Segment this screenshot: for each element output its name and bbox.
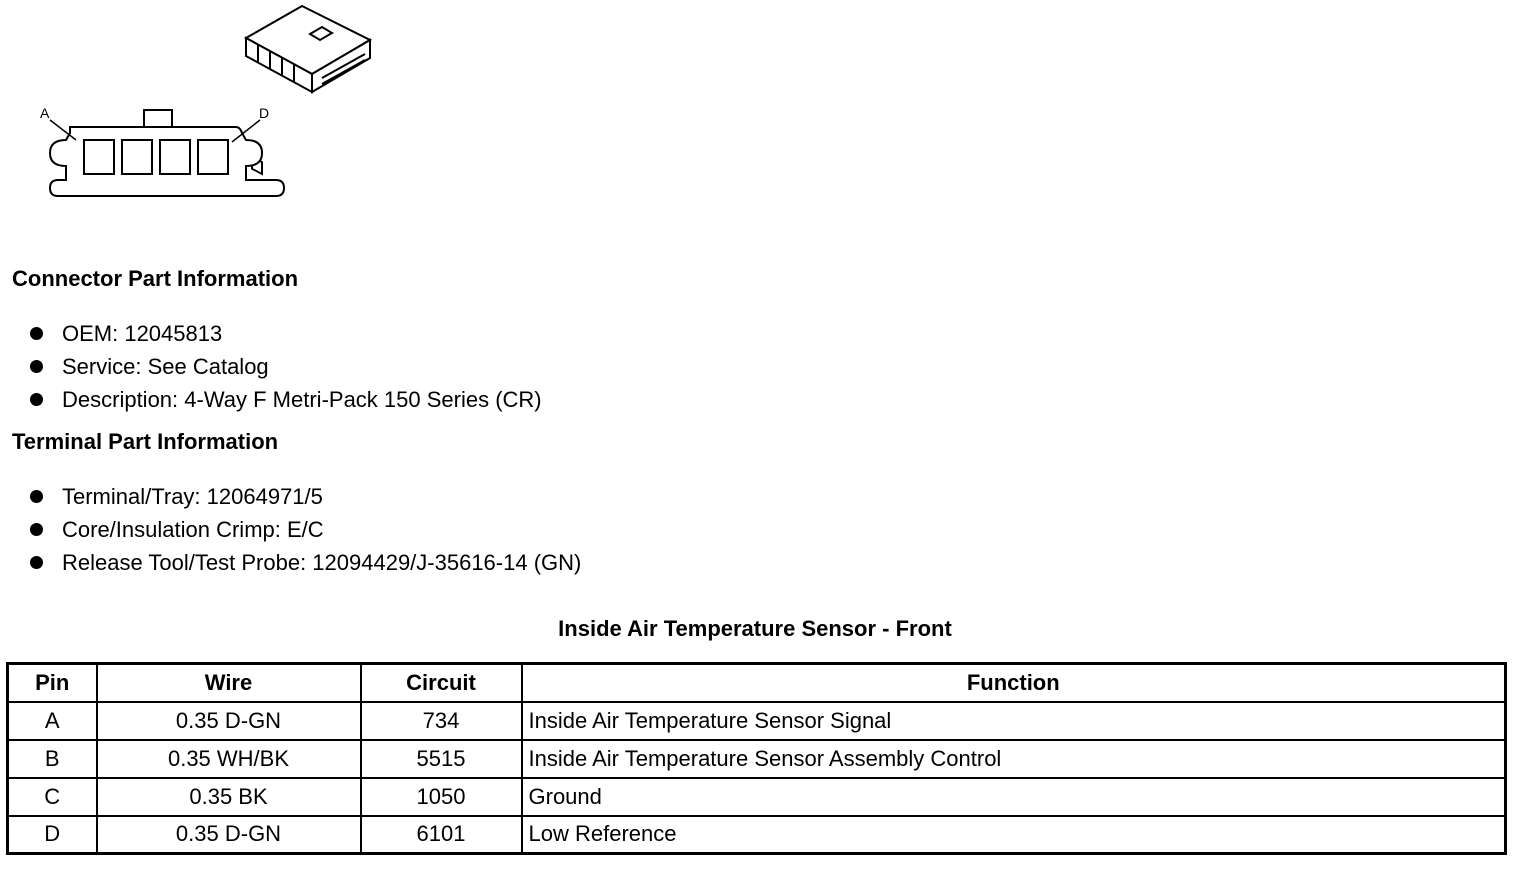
circuit-cell: 1050 — [361, 778, 522, 816]
connector-front-view — [50, 110, 284, 196]
function-cell: Low Reference — [522, 816, 1506, 854]
list-item-text: Terminal/Tray: 12064971/5 — [62, 484, 323, 509]
table-header-row — [8, 664, 1506, 702]
bullet-icon — [30, 556, 43, 569]
column-header-pin: Pin — [8, 664, 97, 702]
connector-illustration — [40, 0, 380, 205]
wire-cell: 0.35 WH/BK — [97, 740, 361, 778]
wire-cell: 0.35 D-GN — [97, 816, 361, 854]
function-cell: Ground — [522, 778, 1506, 816]
pin-cell: D — [8, 816, 97, 854]
pinout-table — [6, 662, 1507, 855]
table-row — [8, 778, 1506, 816]
bullet-icon — [30, 360, 43, 373]
list-item — [28, 350, 542, 383]
bullet-icon — [30, 327, 43, 340]
list-item — [28, 513, 581, 546]
table-row — [8, 816, 1506, 854]
connector-part-info-title: Connector Part Information — [12, 266, 299, 291]
circuit-cell: 734 — [361, 702, 522, 740]
pin-label-a: A — [40, 105, 50, 121]
connector-isometric-view — [246, 6, 370, 174]
table-title: Inside Air Temperature Sensor - Front — [558, 616, 952, 641]
function-cell: Inside Air Temperature Sensor Signal — [522, 702, 1506, 740]
list-item-text: Service: See Catalog — [62, 354, 269, 379]
function-cell: Inside Air Temperature Sensor Assembly Control — [522, 740, 1506, 778]
list-item-text: Description: 4-Way F Metri-Pack 150 Series (CR) — [62, 387, 542, 412]
list-item — [28, 546, 581, 579]
table-row — [8, 702, 1506, 740]
circuit-cell: 5515 — [361, 740, 522, 778]
terminal-part-info-list — [28, 480, 581, 579]
list-item-text: Release Tool/Test Probe: 12094429/J-35616-14 (GN) — [62, 550, 582, 575]
column-header-circuit: Circuit — [361, 664, 522, 702]
wire-cell: 0.35 D-GN — [97, 702, 361, 740]
list-item — [28, 317, 542, 350]
bullet-icon — [30, 490, 43, 503]
list-item-text: Core/Insulation Crimp: E/C — [62, 517, 324, 542]
pin-cell: A — [8, 702, 97, 740]
column-header-function: Function — [522, 664, 1506, 702]
terminal-part-info-title: Terminal Part Information — [12, 429, 279, 454]
pin-label-d: D — [259, 105, 270, 121]
pin-cell: B — [8, 740, 97, 778]
table-row — [8, 740, 1506, 778]
list-item — [28, 383, 542, 416]
connector-diagram — [40, 0, 380, 205]
column-header-wire: Wire — [97, 664, 361, 702]
bullet-icon — [30, 393, 43, 406]
connector-part-info-list — [28, 317, 542, 416]
bullet-icon — [30, 523, 43, 536]
wire-cell: 0.35 BK — [97, 778, 361, 816]
pin-cell: C — [8, 778, 97, 816]
list-item-text: OEM: 12045813 — [62, 321, 223, 346]
circuit-cell: 6101 — [361, 816, 522, 854]
list-item — [28, 480, 581, 513]
